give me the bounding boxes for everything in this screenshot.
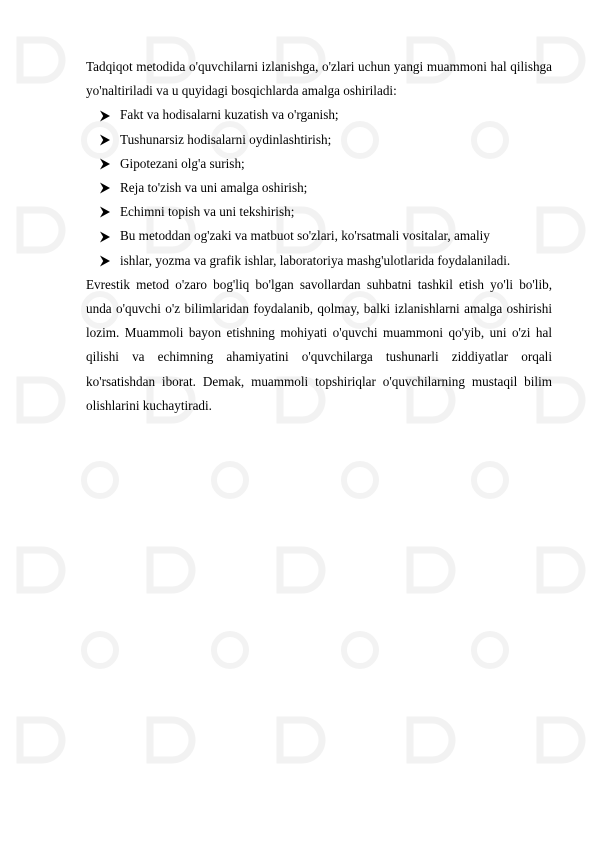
arrowhead-bullet-icon (99, 200, 113, 224)
intro-paragraph: Tadqiqot metodida o'quvchilarni izlanishga, o'zlari uchun yangi muammoni hal qilishga yo'naltiriladi va u quyidagi bosqichlarda amalga oshiriladi: (86, 59, 552, 99)
arrowhead-bullet-icon (99, 152, 113, 176)
conclusion-paragraph: Evrestik metod o'zaro bog'liq bo'lgan savollardan suhbatni tashkil etish yo'li bo'lib, unda o'quvchi o'z bilimlaridan foydalanib, qolmay, balki izlanishlarni amalga oshirishi lozim. Muammoli bayon etishning mohiyati o'quvchi muammoni qo'yib, uni o'zi hal qilishi va echimning ahamiyatini o'quvchilarga tushunarli ziddiyatlar orqali ko'rsatishdan iborat. Demak, muammoli topshiriqlar o'quvchilarning mustaqil bilim olishlarini kuchaytiradi. (86, 276, 552, 413)
list-item-text: ishlar, yozma va grafik ishlar, laboratoriya mashg'ulotlarida foydalaniladi. (120, 252, 511, 268)
list-item-text: Tushunarsiz hodisalarni oydinlashtirish; (120, 131, 332, 147)
list-item (86, 128, 552, 152)
steps-list (86, 103, 552, 272)
list-item-text: Reja to'zish va uni amalga oshirish; (120, 180, 308, 196)
list-item (86, 176, 552, 200)
list-item (86, 224, 552, 248)
list-item-text: Fakt va hodisalarni kuzatish va o'rganish; (120, 107, 339, 123)
list-item (86, 152, 552, 176)
arrowhead-bullet-icon (99, 224, 113, 248)
list-item (86, 103, 552, 127)
list-item-text: Echimni topish va uni tekshirish; (120, 204, 295, 220)
arrowhead-bullet-icon (99, 249, 113, 273)
list-item-text: Gipotezani olg'a surish; (120, 155, 245, 171)
arrowhead-bullet-icon (99, 176, 113, 200)
list-item (86, 249, 552, 273)
document-body (86, 55, 552, 418)
list-item-text: Bu metoddan og'zaki va matbuot so'zlari, ko'rsatmali vositalar, amaliy (120, 228, 490, 244)
arrowhead-bullet-icon (99, 103, 113, 127)
arrowhead-bullet-icon (99, 128, 113, 152)
list-item (86, 200, 552, 224)
